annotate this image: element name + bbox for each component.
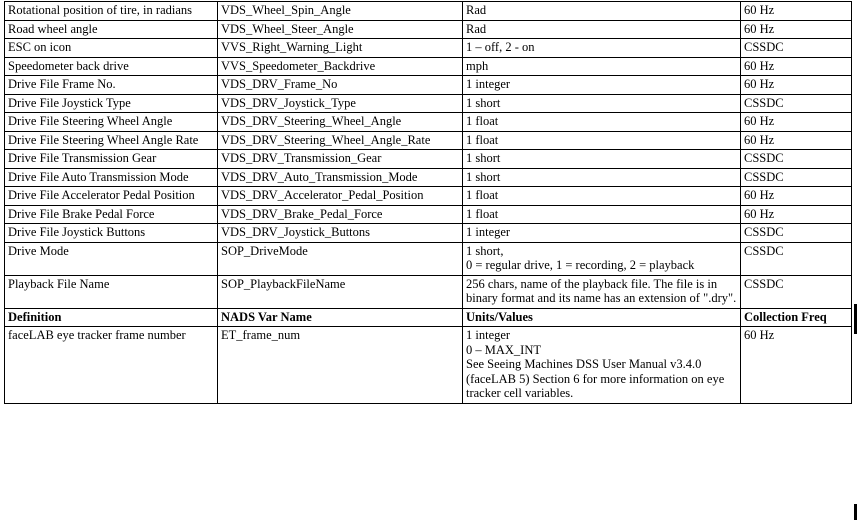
table-row (5, 20, 852, 39)
cell-definition: Playback File Name (5, 275, 218, 308)
table-row (5, 113, 852, 132)
cell-collection-freq: 60 Hz (741, 76, 852, 95)
cell-definition: Drive File Joystick Buttons (5, 224, 218, 243)
cell-var-name: VDS_DRV_Transmission_Gear (218, 150, 463, 169)
cell-units-values: Rad (463, 20, 741, 39)
cell-definition: Drive File Steering Wheel Angle (5, 113, 218, 132)
cell-var-name: SOP_DriveMode (218, 242, 463, 275)
cell-units-values: 1 short, 0 = regular drive, 1 = recording, 2 = playback (463, 242, 741, 275)
cell-units-values: 1 short (463, 94, 741, 113)
column-header-definition: Definition (5, 308, 218, 327)
cell-var-name: VDS_DRV_Frame_No (218, 76, 463, 95)
cell-units-values: 1 float (463, 205, 741, 224)
table-row (5, 57, 852, 76)
cell-definition: Road wheel angle (5, 20, 218, 39)
cell-collection-freq: CSSDC (741, 275, 852, 308)
table-row (5, 187, 852, 206)
column-header-var-name: NADS Var Name (218, 308, 463, 327)
column-header-freq: Collection Freq (741, 308, 852, 327)
cell-definition: Drive File Joystick Type (5, 94, 218, 113)
cell-definition: Drive File Brake Pedal Force (5, 205, 218, 224)
cell-collection-freq: CSSDC (741, 150, 852, 169)
cell-var-name: VDS_DRV_Auto_Transmission_Mode (218, 168, 463, 187)
cell-definition: Drive Mode (5, 242, 218, 275)
cell-definition: Drive File Frame No. (5, 76, 218, 95)
cell-units-values: 1 float (463, 113, 741, 132)
cell-definition: ESC on icon (5, 39, 218, 58)
cell-units-values: 1 float (463, 131, 741, 150)
cell-collection-freq: 60 Hz (741, 20, 852, 39)
table-body (5, 2, 852, 404)
cell-definition: Drive File Transmission Gear (5, 150, 218, 169)
variable-definition-table (4, 1, 852, 404)
cell-var-name: VVS_Speedometer_Backdrive (218, 57, 463, 76)
table-row (5, 94, 852, 113)
cell-var-name: VDS_DRV_Steering_Wheel_Angle_Rate (218, 131, 463, 150)
cell-units-values: 1 short (463, 168, 741, 187)
cell-collection-freq: CSSDC (741, 242, 852, 275)
cell-units-values: 1 – off, 2 - on (463, 39, 741, 58)
cell-units-values: 256 chars, name of the playback file. The file is in binary format and its name has an extension of ".dry". (463, 275, 741, 308)
cell-collection-freq: 60 Hz (741, 2, 852, 21)
document-page (0, 1, 857, 520)
cell-collection-freq: 60 Hz (741, 113, 852, 132)
cell-collection-freq: CSSDC (741, 94, 852, 113)
cell-var-name: VDS_DRV_Joystick_Type (218, 94, 463, 113)
table-row (5, 150, 852, 169)
cell-units-values: Rad (463, 2, 741, 21)
table-row (5, 242, 852, 275)
cell-collection-freq: 60 Hz (741, 205, 852, 224)
cell-units-values: 1 float (463, 187, 741, 206)
cell-collection-freq: 60 Hz (741, 327, 852, 404)
table-row (5, 2, 852, 21)
cell-var-name: VVS_Right_Warning_Light (218, 39, 463, 58)
table-row (5, 275, 852, 308)
cell-collection-freq: CSSDC (741, 39, 852, 58)
cell-var-name: VDS_DRV_Joystick_Buttons (218, 224, 463, 243)
cell-units-values: 1 integer (463, 224, 741, 243)
cell-definition: faceLAB eye tracker frame number (5, 327, 218, 404)
table-row (5, 168, 852, 187)
table-row (5, 205, 852, 224)
table-row (5, 131, 852, 150)
table-row (5, 308, 852, 327)
cell-definition: Speedometer back drive (5, 57, 218, 76)
cell-units-values: 1 short (463, 150, 741, 169)
cell-var-name: VDS_Wheel_Spin_Angle (218, 2, 463, 21)
cell-definition: Rotational position of tire, in radians (5, 2, 218, 21)
cell-collection-freq: 60 Hz (741, 131, 852, 150)
table-row (5, 327, 852, 404)
cell-var-name: VDS_Wheel_Steer_Angle (218, 20, 463, 39)
cell-var-name: ET_frame_num (218, 327, 463, 404)
cell-var-name: VDS_DRV_Steering_Wheel_Angle (218, 113, 463, 132)
cell-units-values: 1 integer 0 – MAX_INT See Seeing Machines DSS User Manual v3.4.0 (faceLAB 5) Section 6 for more information on eye tracker cell variables. (463, 327, 741, 404)
table-row (5, 224, 852, 243)
cell-collection-freq: CSSDC (741, 224, 852, 243)
cell-definition: Drive File Steering Wheel Angle Rate (5, 131, 218, 150)
cell-var-name: SOP_PlaybackFileName (218, 275, 463, 308)
cell-collection-freq: 60 Hz (741, 187, 852, 206)
table-row (5, 39, 852, 58)
table-row (5, 76, 852, 95)
cell-definition: Drive File Accelerator Pedal Position (5, 187, 218, 206)
cell-units-values: 1 integer (463, 76, 741, 95)
cell-definition: Drive File Auto Transmission Mode (5, 168, 218, 187)
cell-collection-freq: 60 Hz (741, 57, 852, 76)
cell-collection-freq: CSSDC (741, 168, 852, 187)
column-header-units: Units/Values (463, 308, 741, 327)
cell-var-name: VDS_DRV_Brake_Pedal_Force (218, 205, 463, 224)
cell-var-name: VDS_DRV_Accelerator_Pedal_Position (218, 187, 463, 206)
cell-units-values: mph (463, 57, 741, 76)
